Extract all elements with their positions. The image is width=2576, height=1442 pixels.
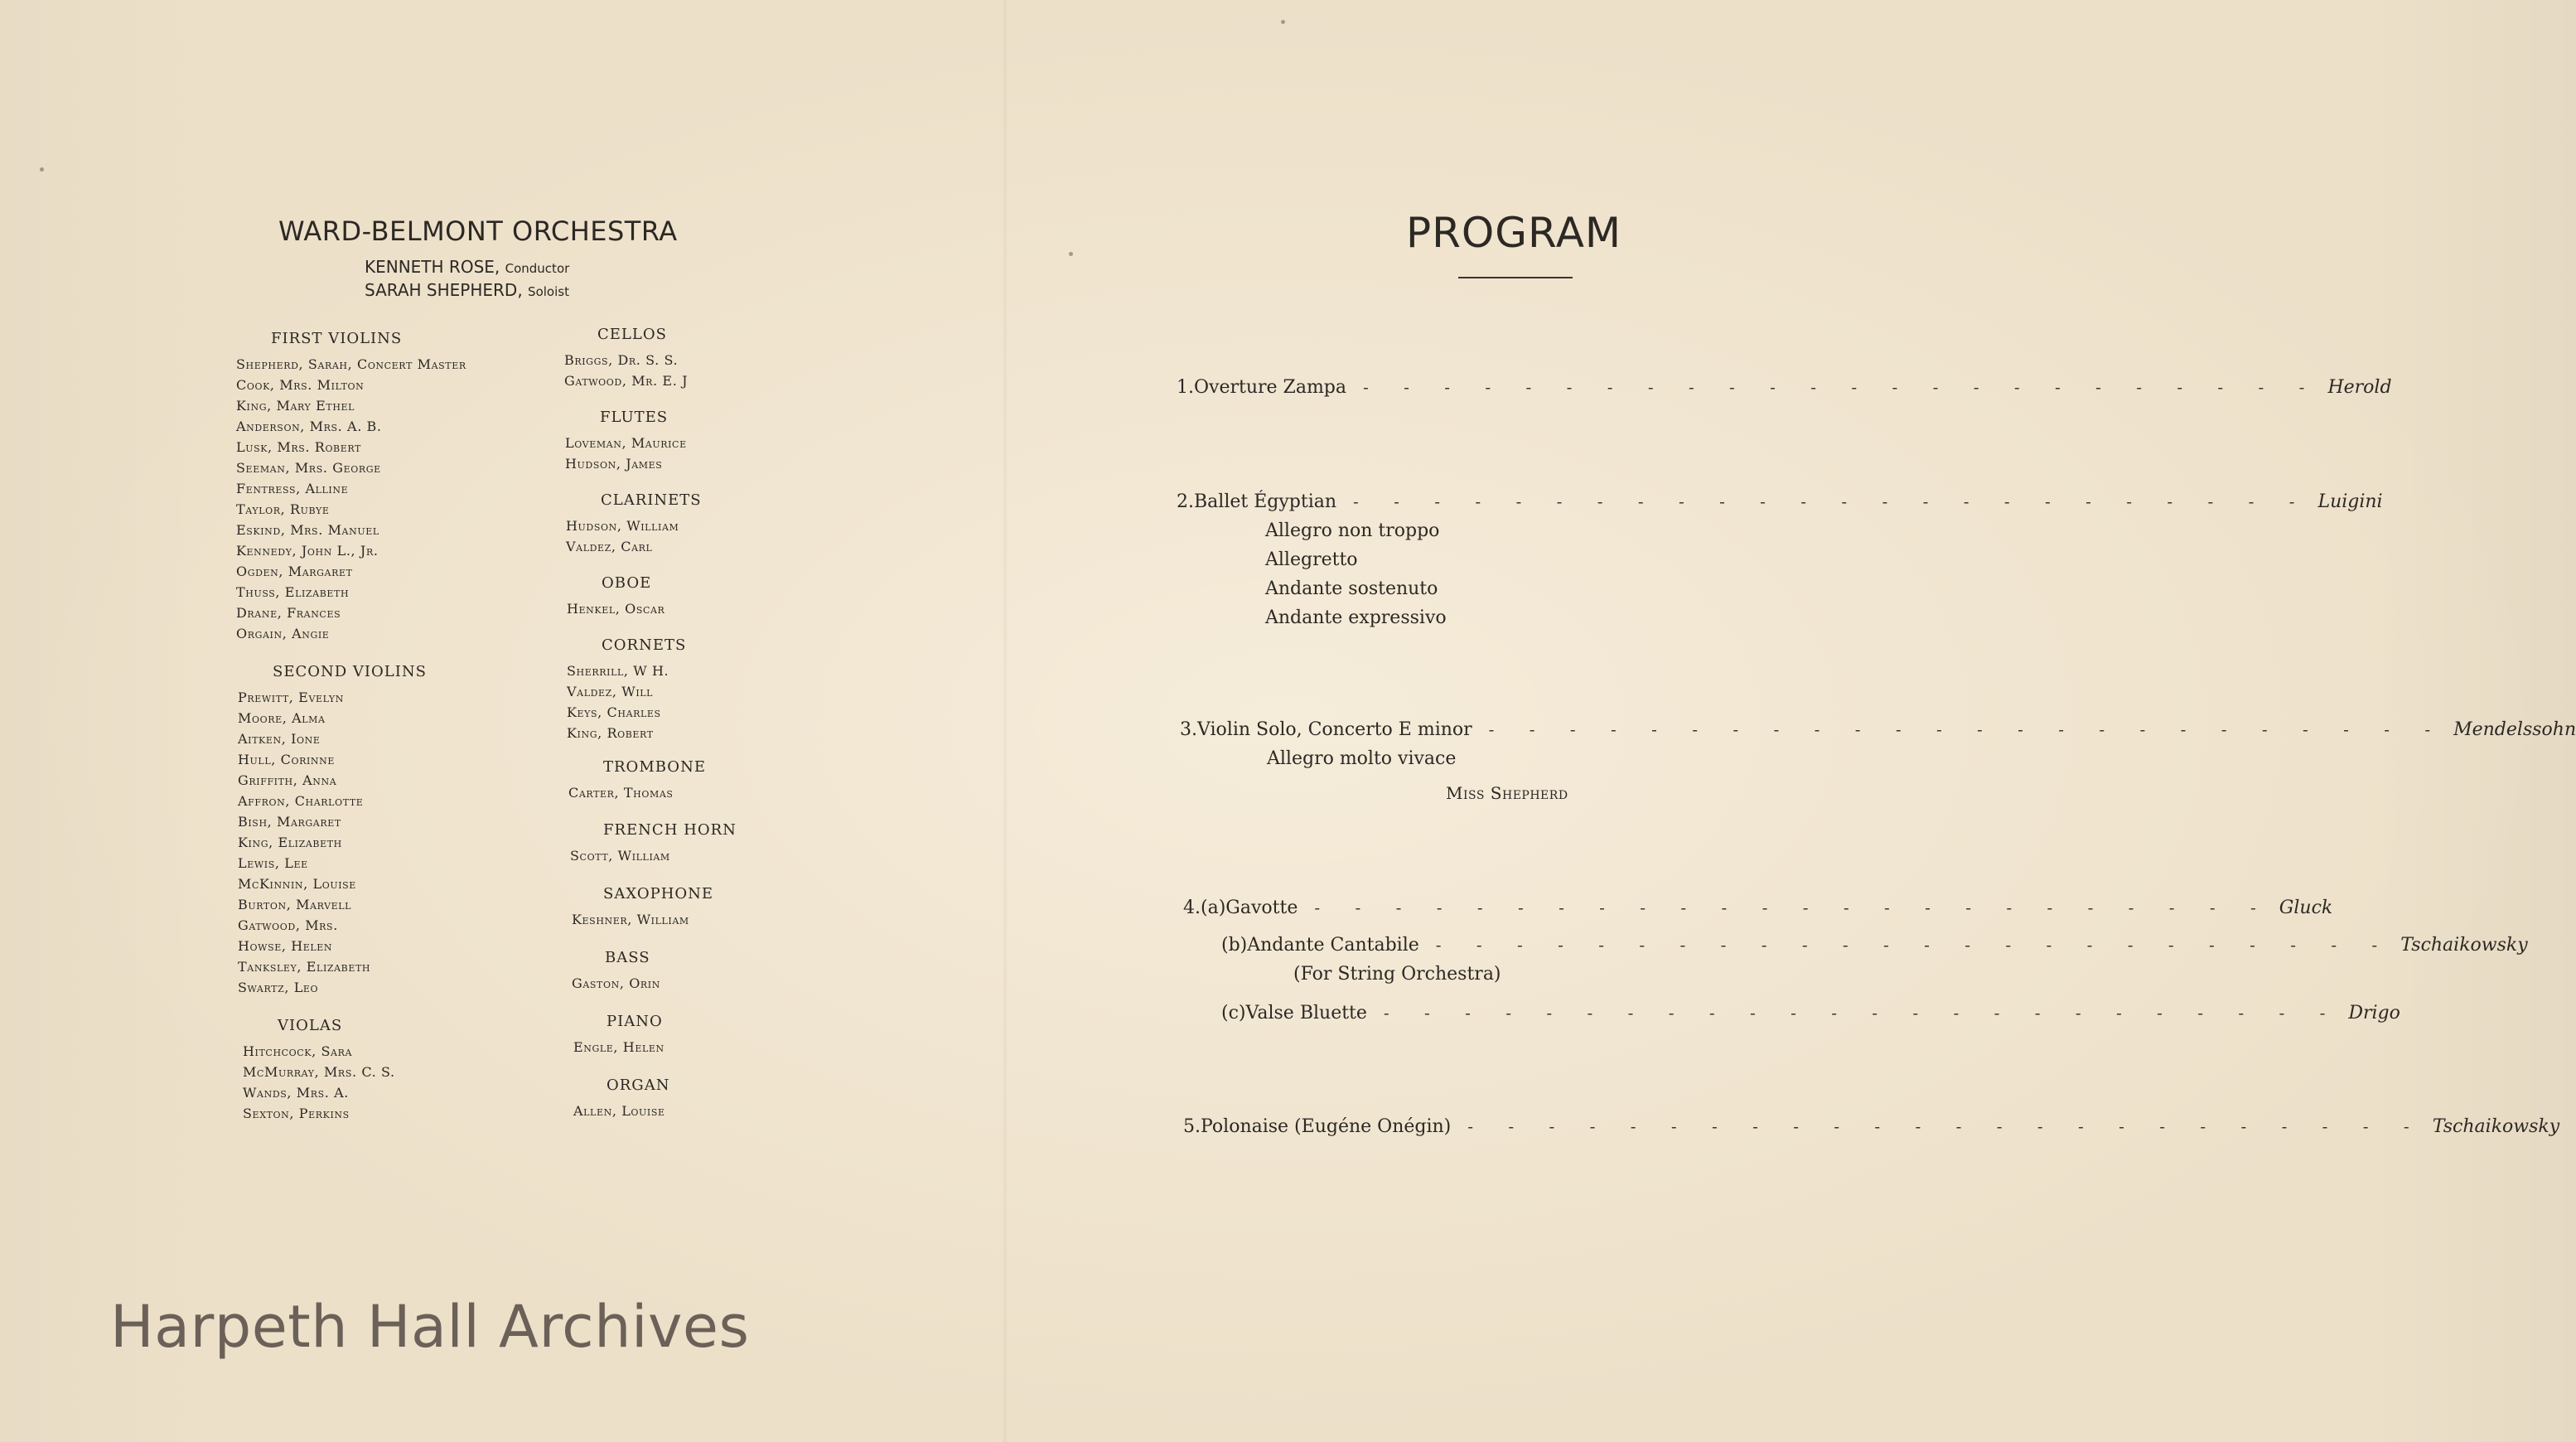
page-fold [1003, 0, 1008, 1442]
member-name: Affron, Charlotte [238, 793, 364, 809]
item-number: 5. [1183, 1116, 1201, 1137]
member-name: Valdez, Carl [566, 539, 653, 554]
movement: Allegro non troppo [1265, 520, 1440, 541]
member-name: Aitken, Ione [238, 731, 321, 747]
item-composer: Tschaikowsky [2432, 1116, 2560, 1137]
paper-speck [40, 167, 44, 172]
program-item-3 [1180, 719, 2576, 740]
conductor-name: KENNETH ROSE, [365, 257, 500, 277]
member-name: Howse, Helen [238, 938, 333, 954]
movement: Allegro molto vivace [1267, 748, 1457, 769]
member-list [567, 598, 665, 619]
member-list [573, 1037, 665, 1057]
member-name: Valdez, Will [567, 684, 654, 699]
item-composer: Tschaikowsky [2400, 935, 2528, 956]
member-name: Kennedy, John L., Jr. [236, 543, 379, 559]
item-number: 2. [1177, 491, 1194, 512]
member-name: Hitchcock, Sara [243, 1043, 353, 1059]
member-name: Taylor, Rubye [236, 501, 330, 517]
soloist-line [365, 280, 569, 300]
title-underline [1458, 277, 1573, 278]
member-name: Cook, Mrs. Milton [236, 377, 365, 393]
member-name: McMurray, Mrs. C. S. [243, 1064, 395, 1080]
member-name: Sherrill, W H. [567, 663, 669, 679]
member-list [572, 909, 713, 930]
member-name: King, Mary Ethel [236, 398, 355, 414]
member-list [565, 433, 687, 474]
member-name: Seeman, Mrs. George [236, 460, 381, 476]
member-name: Drane, Frances [236, 605, 341, 621]
member-name: Prewitt, Evelyn [238, 690, 344, 705]
section-heading: CELLOS [597, 326, 667, 343]
section-clarinets [566, 491, 702, 557]
member-name: Engle, Helen [573, 1039, 665, 1055]
member-list [564, 350, 688, 391]
member-name: Fentress, Alline [236, 481, 349, 496]
section-trombone [568, 758, 706, 803]
section-cornets [567, 636, 686, 743]
program-item-2 [1177, 491, 2383, 512]
member-name: Shepherd, Sarah, Concert Master [236, 356, 466, 372]
program-item-1 [1177, 377, 2392, 398]
section-heading: SECOND VIOLINS [273, 663, 427, 680]
soloist-name: SARAH SHEPHERD, [365, 280, 523, 300]
section-piano [573, 1013, 665, 1057]
member-name: Wands, Mrs. A. [243, 1085, 349, 1101]
item-composer: Luigini [2317, 491, 2383, 512]
member-name: Lusk, Mrs. Robert [236, 439, 361, 455]
conductor-role: Conductor [505, 261, 570, 276]
section-heading: CLARINETS [601, 491, 702, 509]
section-heading: BASS [605, 949, 650, 966]
dot-leader: - - - - - - - - - - - - - - - - - - - - - - - - [1435, 935, 2393, 955]
program-item-5 [1183, 1116, 2560, 1137]
member-name: Bish, Margaret [238, 814, 341, 830]
section-saxophone [572, 885, 713, 930]
member-name: Orgain, Angie [236, 626, 330, 641]
item-piece: Andante Cantabile [1247, 935, 1419, 956]
item-piece: Gavotte [1225, 898, 1298, 918]
item-number: 3. [1180, 719, 1197, 740]
section-organ [573, 1077, 669, 1121]
item-composer: Gluck [2279, 898, 2333, 918]
member-list [243, 1041, 395, 1124]
member-name: King, Elizabeth [238, 835, 342, 850]
member-name: Henkel, Oscar [567, 601, 665, 617]
member-name: Gatwood, Mr. E. J [564, 373, 689, 389]
member-name: Keys, Charles [567, 704, 661, 720]
archive-watermark: Harpeth Hall Archives [110, 1293, 750, 1361]
soloist-role: Soloist [528, 284, 569, 299]
section-heading: CORNETS [602, 636, 687, 654]
program-item-4b [1221, 935, 2528, 956]
member-list [573, 1101, 669, 1121]
paper-speck [1069, 252, 1073, 256]
section-heading: FIRST VIOLINS [271, 330, 403, 347]
dot-leader: - - - - - - - - - - - - - - - - - - - - - - - - [1353, 491, 2310, 511]
program-title: PROGRAM [1406, 209, 1622, 257]
member-name: Allen, Louise [573, 1103, 665, 1119]
member-name: Swartz, Leo [238, 980, 319, 995]
performer: Miss Shepherd [1446, 783, 1568, 803]
item-composer: Herold [2327, 377, 2392, 398]
member-name: Scott, William [570, 848, 670, 864]
member-list [236, 354, 466, 644]
member-name: Gatwood, Mrs. [238, 917, 338, 933]
member-list [570, 845, 737, 866]
section-cellos [564, 326, 688, 391]
member-name: Keshner, William [572, 912, 689, 927]
section-heading: FLUTES [600, 409, 669, 426]
member-name: Lewis, Lee [238, 855, 308, 871]
section-heading: SAXOPHONE [603, 885, 714, 902]
dot-leader: - - - - - - - - - - - - - - - - - - - - - - - - [1314, 898, 2271, 917]
item-sub-label: (b) [1221, 935, 1248, 956]
section-heading: VIOLAS [278, 1017, 343, 1034]
performance-note: (For String Orchestra) [1293, 964, 1501, 985]
member-name: McKinnin, Louise [238, 876, 356, 892]
section-second-violins [238, 663, 427, 998]
member-name: Ogden, Margaret [236, 564, 353, 579]
item-number: 4. [1183, 898, 1201, 918]
section-heading: TROMBONE [603, 758, 706, 776]
paper-speck [1281, 20, 1285, 24]
item-piece: Overture Zampa [1194, 377, 1347, 398]
program-item-4a [1183, 898, 2333, 918]
item-composer: Drigo [2348, 1003, 2400, 1023]
member-name: Tanksley, Elizabeth [238, 959, 371, 975]
member-name: Sexton, Perkins [243, 1106, 350, 1121]
dot-leader: - - - - - - - - - - - - - - - - - - - - - - - - [1467, 1116, 2424, 1136]
section-violas [243, 1017, 395, 1124]
member-name: Carter, Thomas [568, 785, 674, 801]
dot-leader: - - - - - - - - - - - - - - - - - - - - - - - - [1488, 719, 2446, 739]
item-piece: Valse Bluette [1245, 1003, 1367, 1023]
member-name: Hudson, William [566, 518, 679, 534]
member-name: Anderson, Mrs. A. B. [236, 419, 382, 434]
item-number: 1. [1177, 377, 1194, 398]
movement: Andante expressivo [1265, 607, 1447, 628]
section-oboe [567, 574, 665, 619]
section-heading: PIANO [607, 1013, 663, 1030]
item-sub-label: (c) [1221, 1003, 1246, 1023]
member-name: Hull, Corinne [238, 752, 335, 767]
member-name: Gaston, Orin [572, 975, 660, 991]
section-heading: ORGAN [607, 1077, 670, 1094]
member-list [568, 782, 706, 803]
item-sub-label: (a) [1201, 898, 1226, 918]
member-name: Moore, Alma [238, 710, 326, 726]
member-name: Thuss, Elizabeth [236, 584, 350, 600]
section-bass [572, 949, 660, 994]
item-piece: Polonaise (Eugéne Onégin) [1201, 1116, 1452, 1137]
member-list [572, 973, 660, 994]
member-name: Eskind, Mrs. Manuel [236, 522, 379, 538]
item-piece: Ballet Égyptian [1194, 491, 1337, 512]
item-piece: Violin Solo, Concerto E minor [1197, 719, 1472, 740]
member-name: Burton, Marvell [238, 897, 352, 912]
member-list [566, 515, 702, 557]
member-name: Loveman, Maurice [565, 435, 687, 451]
program-item-4c [1221, 1003, 2400, 1023]
dot-leader: - - - - - - - - - - - - - - - - - - - - - - - - [1383, 1003, 2341, 1023]
movement: Andante sostenuto [1265, 578, 1438, 599]
member-name: Briggs, Dr. S. S. [564, 352, 679, 368]
member-name: Hudson, James [565, 456, 663, 472]
member-list [238, 687, 427, 998]
section-heading: FRENCH HORN [603, 821, 737, 839]
orchestra-title: WARD-BELMONT ORCHESTRA [278, 215, 678, 247]
conductor-line [365, 257, 569, 277]
member-list [567, 661, 686, 743]
dot-leader: - - - - - - - - - - - - - - - - - - - - - - - - [1363, 377, 2320, 397]
section-flutes [565, 409, 687, 474]
section-first-violins [236, 330, 466, 644]
member-name: Griffith, Anna [238, 772, 337, 788]
item-composer: Mendelssohn [2453, 719, 2576, 740]
section-french-horn [570, 821, 737, 866]
member-name: King, Robert [567, 725, 654, 741]
movement: Allegretto [1265, 549, 1358, 570]
section-heading: OBOE [602, 574, 652, 592]
